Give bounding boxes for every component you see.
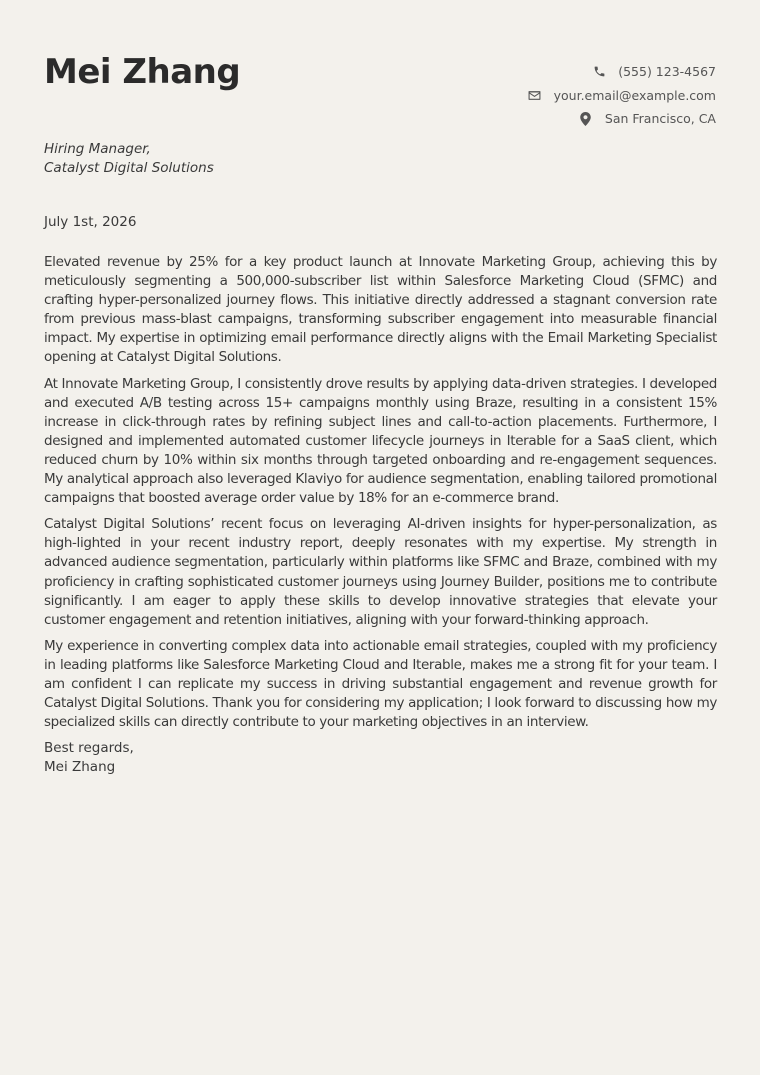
signoff <box>44 739 717 777</box>
paragraph: Catalyst Digital Solutions’ recent focus on leveraging AI-driven insights for hyper-personalization, as high-lighted in your recent industry report, deeply resonates with my expertise. My strength in advanced audience segmentation, particularly within platforms like SFMC and Braze, combined with my proficiency in crafting sophisticated customer journeys using Journey Builder, positions me to contribute significantly. I am eager to apply these skills to develop innovative strategies that elevate your customer engagement and retention initiatives, aligning with your forward-thinking approach. <box>44 516 717 628</box>
contact-info <box>416 60 716 131</box>
phone-icon <box>592 65 606 79</box>
letter-body <box>44 253 717 777</box>
signature: Mei Zhang <box>44 759 116 776</box>
recipient-title: Hiring Manager, <box>44 141 151 157</box>
applicant-name: Mei Zhang <box>44 52 241 92</box>
phone-text: (555) 123-4567 <box>618 64 716 80</box>
contact-location <box>416 107 716 131</box>
envelope-icon <box>528 88 542 102</box>
salutation: Best regards, <box>44 740 134 757</box>
contact-phone <box>416 60 716 84</box>
recipient-block <box>44 140 214 178</box>
email-text: your.email@example.com <box>553 87 716 103</box>
paragraph: My experience in converting complex data into actionable email strategies, coupled with my proficiency in leading platforms like Salesforce Marketing Cloud and Iterable, makes me a strong fit for your team. I am confident I can replicate my success in driving substantial engagement and revenue growth for Catalyst Digital Solutions. Thank you for considering my application; I look forward to discussing how my specialized skills can directly contribute to your marketing objectives in an interview. <box>44 637 718 731</box>
paragraph: At Innovate Marketing Group, I consistently drove results by applying data-driven strategies. I developed and executed A/B testing across 15+ campaigns monthly using Braze, resulting in a consistent 15% increase in click-through rates by refining subject lines and call-to-action placements. Furthermore, I designed and implemented automated customer lifecycle journeys in Iterable for a SaaS client, which reduced churn by 10% within six months through targeted onboarding and re-engagement sequences. My analytical approach also leveraged Klaviyo for audience segmentation, enabling tailored promotional campaigns that boosted average order value by 18% for an e-commerce brand. <box>44 375 717 507</box>
paragraph: Elevated revenue by 25% for a key product launch at Innovate Marketing Group, achieving this by meticulously segmenting a 500,000-subscriber list within Salesforce Marketing Cloud (SFMC) and crafting hyper-personalized journey flows. This initiative directly addressed a stagnant conversion rate from previous mass-blast campaigns, transforming subscriber engagement into measurable financial impact. My expertise in optimizing email performance directly aligns with the Email Marketing Specialist opening at Catalyst Digital Solutions. <box>44 254 717 366</box>
letter-date: July 1st, 2026 <box>44 214 137 230</box>
location-text: San Francisco, CA <box>604 111 716 127</box>
map-pin-icon <box>579 112 593 126</box>
recipient-company: Catalyst Digital Solutions <box>44 160 214 176</box>
contact-email <box>416 84 716 108</box>
